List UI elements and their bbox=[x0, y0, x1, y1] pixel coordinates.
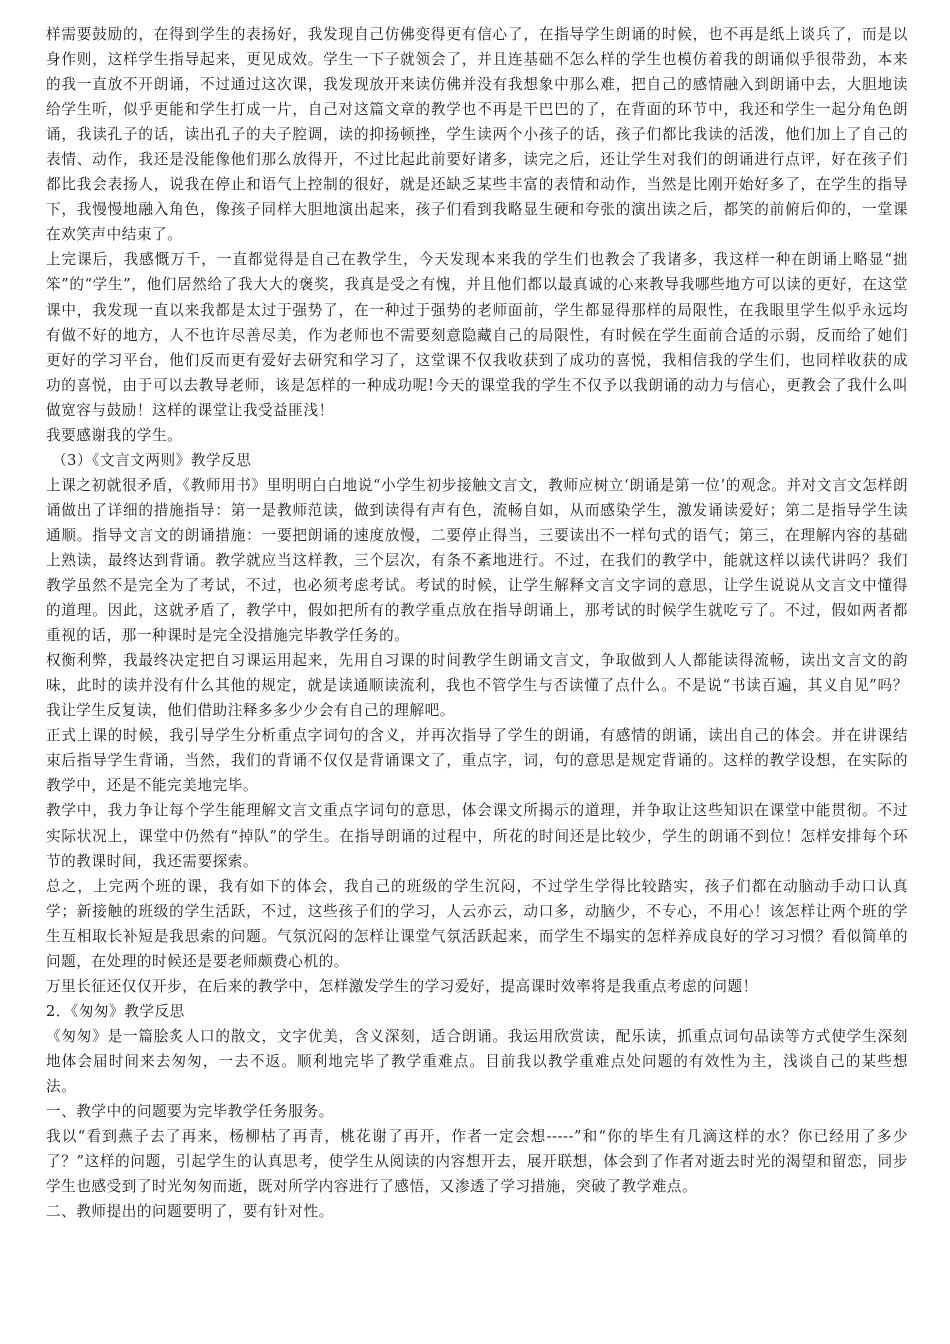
section-heading: （3）《文言文两则》教学反思 bbox=[52, 451, 252, 469]
paragraph: 上完课后，我感慨万千，一直都觉得是自己在教学生，今天发现本来我的学生们也教会了我诸多，我这样一种在朗诵上略显“拙笨”的“学生”，他们居然给了我大大的褒奖，我真是受之有愧，并且他们都以最真诚的心来教导我哪些地方可以读的更好，在这堂课中，我发现一直以来我都是太过于强势了，在一种过于强势的老师面前，学生都显得那样的局限性，在我眼里学生似乎永远均有做不好的地方，人不也许尽善尽美，作为老师也不需要刻意隐藏自己的局限性，有时候在学生面前合适的示弱，反而给了她们更好的学习平台，他们反而更有爱好去研究和学习了，这堂课不仅我收获到了成功的喜悦，我相信我的学生们，也同样收获的成功的喜悦，由于可以去教导老师，该是怎样的一种成功呢!今天的课堂我的学生不仅予以我朗诵的动力与信心，更教会了我什么叫做宽容与鼓励！这样的课堂让我受益匪浅！ bbox=[46, 251, 908, 419]
paragraph: 万里长征还仅仅开步，在后来的教学中，怎样激发学生的学习爱好，提高课时效率将是我重点考虑的问题！ bbox=[46, 977, 758, 995]
paragraph: 我要感谢我的学生。 bbox=[46, 426, 183, 444]
paragraph: 样需要鼓励的，在得到学生的表扬好，我发现自己仿佛变得更有信心了，在指导学生朗诵的时候，也不再是纸上谈兵了，而是以身作则，这样学生指导起来，更见成效。学生一下子就领会了，并且连基础不怎么样的学生也模仿着我的朗诵似乎很带劲，本来的我一直放不开朗诵，不过通过这次课，我发现放开来读仿佛并没有我想象中那么难，把自己的感情融入到朗诵中去，大胆地读给学生听，似乎更能和学生打成一片，自己对这篇文章的教学也不再是干巴巴的了，在背面的环节中，我还和学生一起分角色朗诵，我读孔子的话，读出孔子的夫子腔调，读的抑扬顿挫，学生读两个小孩子的话，孩子们都比我读的活泼，他们加上了自己的表情、动作，我还是没能像他们那么放得开，不过比起此前要好诸多，读完之后，还让学生对我们的朗诵进行点评，好在孩子们都比我会表扬人，说我在停止和语气上控制的很好，就是还缺乏某些丰富的表情和动作，当然是比刚开始好多了，在学生的指导下，我慢慢地融入角色，像孩子同样大胆地演出起来，孩子们看到我略显生硬和夸张的演出读之后，都笑的前俯后仰的，一堂课在欢笑声中结束了。 bbox=[46, 26, 908, 244]
paragraph: 《匆匆》是一篇脍炙人口的散文，文字优美，含义深刻，适合朗诵。我运用欣赏读，配乐读，抓重点词句品读等方式使学生深刻地体会届时间来去匆匆，一去不返。顺利地完毕了教学重难点。目前我以教学重难点处问题的有效性为主，浅谈自己的某些想法。 bbox=[46, 1027, 908, 1095]
paragraph: 总之，上完两个班的课，我有如下的体会，我自己的班级的学生沉闷，不过学生学得比较踏实，孩子们都在动脑动手动口认真学；新接触的班级的学生活跃，不过，这些孩子们的学习，人云亦云，动口多，动脑少，不专心，不用心！该怎样让两个班的学生互相取长补短是我思索的问题。气氛沉闷的怎样让课堂气氛活跃起来，而学生不塌实的怎样养成良好的学习习惯？看似简单的问题，在处理的时候还是要老师颇费心机的。 bbox=[46, 877, 908, 970]
paragraph: 正式上课的时候，我引导学生分析重点字词句的含义，并再次指导了学生的朗诵，有感情的朗诵，读出自己的体会。并在讲课结束后指导学生背诵，当然，我们的背诵不仅仅是背诵课文了，重点字，词，句的意思是规定背诵的。这样的教学设想，在实际的教学中，还是不能完美地完毕。 bbox=[46, 727, 908, 795]
paragraph: 权衡利弊，我最终决定把自习课运用起来，先用自习课的时间教学生朗诵文言文，争取做到人人都能读得流畅，读出文言文的韵味，此时的读并没有什么其他的规定，就是读通顺读流利，我也不管学生与否读懂了点什么。不是说“书读百遍，其义自见”吗？我让学生反复读，他们借助注释多多少少会有自己的理解吧。 bbox=[46, 652, 908, 720]
document-body bbox=[46, 22, 908, 1224]
section-heading: 2．《匆匆》教学反思 bbox=[46, 1002, 185, 1020]
paragraph: 教学中，我力争让每个学生能理解文言文重点字词句的意思，体会课文所揭示的道理，并争取让这些知识在课堂中能贯彻。不过实际状况上，课堂中仍然有“掉队”的学生。在指导朗诵的过程中，所花的时间还是比较少，学生的朗诵不到位！怎样安排每个环节的教课时间，我还需要探索。 bbox=[46, 802, 908, 870]
paragraph: 我以“看到燕子去了再来，杨柳枯了再青，桃花谢了再开，作者一定会想-----”和“你的毕生有几滴这样的水？你已经用了多少了？”这样的问题，引起学生的认真思考，使学生从阅读的内容想开去，展开联想，体会到了作者对逝去时光的渴望和留恋，同步学生也感受到了时光匆匆而逝，既对所学内容进行了感悟，又渗透了学习措施，突破了教学难点。 bbox=[46, 1128, 908, 1196]
paragraph: 上课之初就很矛盾，《教师用书》里明明白白地说“小学生初步接触文言文，教师应树立‘朗诵是第一位’的观念。并对文言文怎样朗诵做出了详细的措施指导：第一是教师范读，做到读得有声有色，流畅自如，从而感染学生，激发诵读爱好；第二是指导学生读通顺。指导文言文的朗诵措施：一要把朗诵的速度放慢，二要停止得当，三要读出不一样句式的语气；第三，在理解内容的基础上熟读，最终达到背诵。教学就应当这样教，三个层次，有条不紊地进行。不过，在我们的教学中，能就这样以读代讲吗？我们教学虽然不是完全为了考试，不过，也必须考虑考试。考试的时候，让学生解释文言文字词的意思，让学生说说从文言文中懂得的道理。因此，这就矛盾了，教学中，假如把所有的教学重点放在指导朗诵上，那考试的时候学生就吃亏了。不过，假如两者都重视的话，那一种课时是完全没措施完毕教学任务的。 bbox=[46, 476, 908, 645]
subheading: 二、教师提出的问题要明了，要有针对性。 bbox=[46, 1203, 334, 1221]
subheading: 一、教学中的问题要为完毕教学任务服务。 bbox=[46, 1103, 334, 1121]
